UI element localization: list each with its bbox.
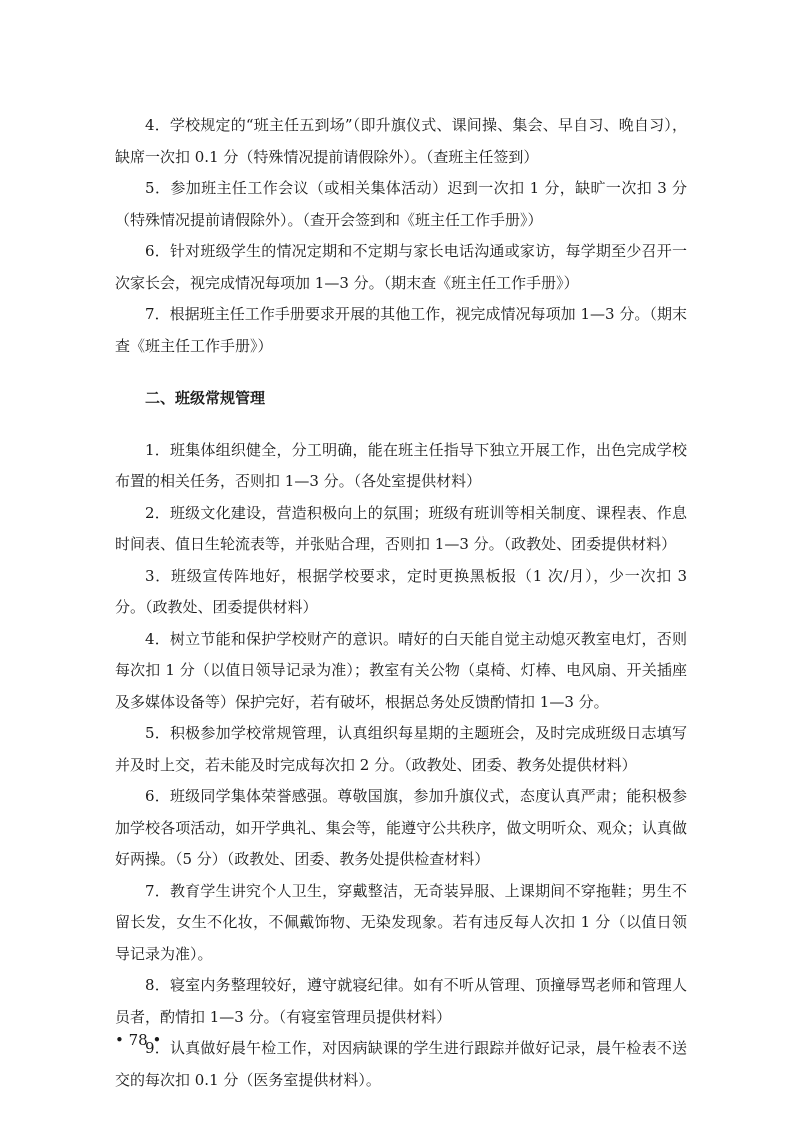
class-management-item-9: 9．认真做好晨午检工作，对因病缺课的学生进行跟踪并做好记录，晨午检表不送交的每次扣 0.1 分（医务室提供材料）。: [115, 1039, 687, 1089]
paragraph-item-5: 5．参加班主任工作会议（或相关集体活动）迟到一次扣 1 分，缺旷一次扣 3 分（特殊情况提前请假除外）。（查开会签到和《班主任工作手册》）: [115, 179, 687, 229]
paragraph-item-6: 6．针对班级学生的情况定期和不定期与家长电话沟通或家访，每学期至少召开一次家长会，视完成情况每项加 1—3 分。（期末查《班主任工作手册》）: [115, 242, 687, 292]
class-management-item-5: 5．积极参加学校常规管理，认真组织每星期的主题班会，及时完成班级日志填写并及时上交，若未能及时完成每次扣 2 分。（政教处、团委、教务处提供材料）: [115, 724, 687, 774]
page-number: • 78 •: [115, 1031, 162, 1049]
class-management-item-4: 4．树立节能和保护学校财产的意识。晴好的白天能自觉主动熄灭教室电灯，否则每次扣 1 分（以值日领导记录为准）；教室有关公物（桌椅、灯棒、电风扇、开关插座及多媒体设备等）保护完好，若有破坏，根据总务处反馈酌情扣 1—3 分。: [115, 629, 687, 711]
class-management-item-8: 8．寝室内务整理较好，遵守就寝纪律。如有不听从管理、顶撞辱骂老师和管理人员者，酌情扣 1—3 分。（有寝室管理员提供材料）: [115, 976, 687, 1026]
paragraph-item-4: 4．学校规定的“班主任五到场”（即升旗仪式、课间操、集会、早自习、晚自习），缺席一次扣 0.1 分（特殊情况提前请假除外）。（查班主任签到）: [115, 116, 687, 166]
class-management-item-6: 6．班级同学集体荣誉感强。尊敬国旗，参加升旗仪式，态度认真严肃；能积极参加学校各项活动，如开学典礼、集会等，能遵守公共秩序，做文明听众、观众；认真做好两操。（5 分）（政教处、团委、教务处提供检查材料）: [115, 787, 687, 868]
section-heading: 二、班级常规管理: [145, 389, 266, 407]
page-content: [115, 110, 687, 1096]
class-management-item-3: 3．班级宣传阵地好，根据学校要求，定时更换黑板报（1 次/月），少一次扣 3 分。（政教处、团委提供材料）: [115, 566, 687, 616]
class-management-item-7: 7．教育学生讲究个人卫生，穿戴整洁，无奇装异服、上课期间不穿拖鞋；男生不留长发，女生不化妆，不佩戴饰物、无染发现象。若有违反每人次扣 1 分（以值日领导记录为准）。: [115, 881, 687, 963]
class-management-item-1: 1．班集体组织健全，分工明确，能在班主任指导下独立开展工作，出色完成学校布置的相关任务，否则扣 1—3 分。（各处室提供材料）: [115, 440, 687, 490]
class-management-item-2: 2．班级文化建设，营造积极向上的氛围；班级有班训等相关制度、课程表、作息时间表、值日生轮流表等，并张贴合理，否则扣 1—3 分。（政教处、团委提供材料）: [115, 503, 687, 553]
paragraph-item-7: 7．根据班主任工作手册要求开展的其他工作，视完成情况每项加 1—3 分。（期末查《班主任工作手册》）: [115, 305, 687, 355]
